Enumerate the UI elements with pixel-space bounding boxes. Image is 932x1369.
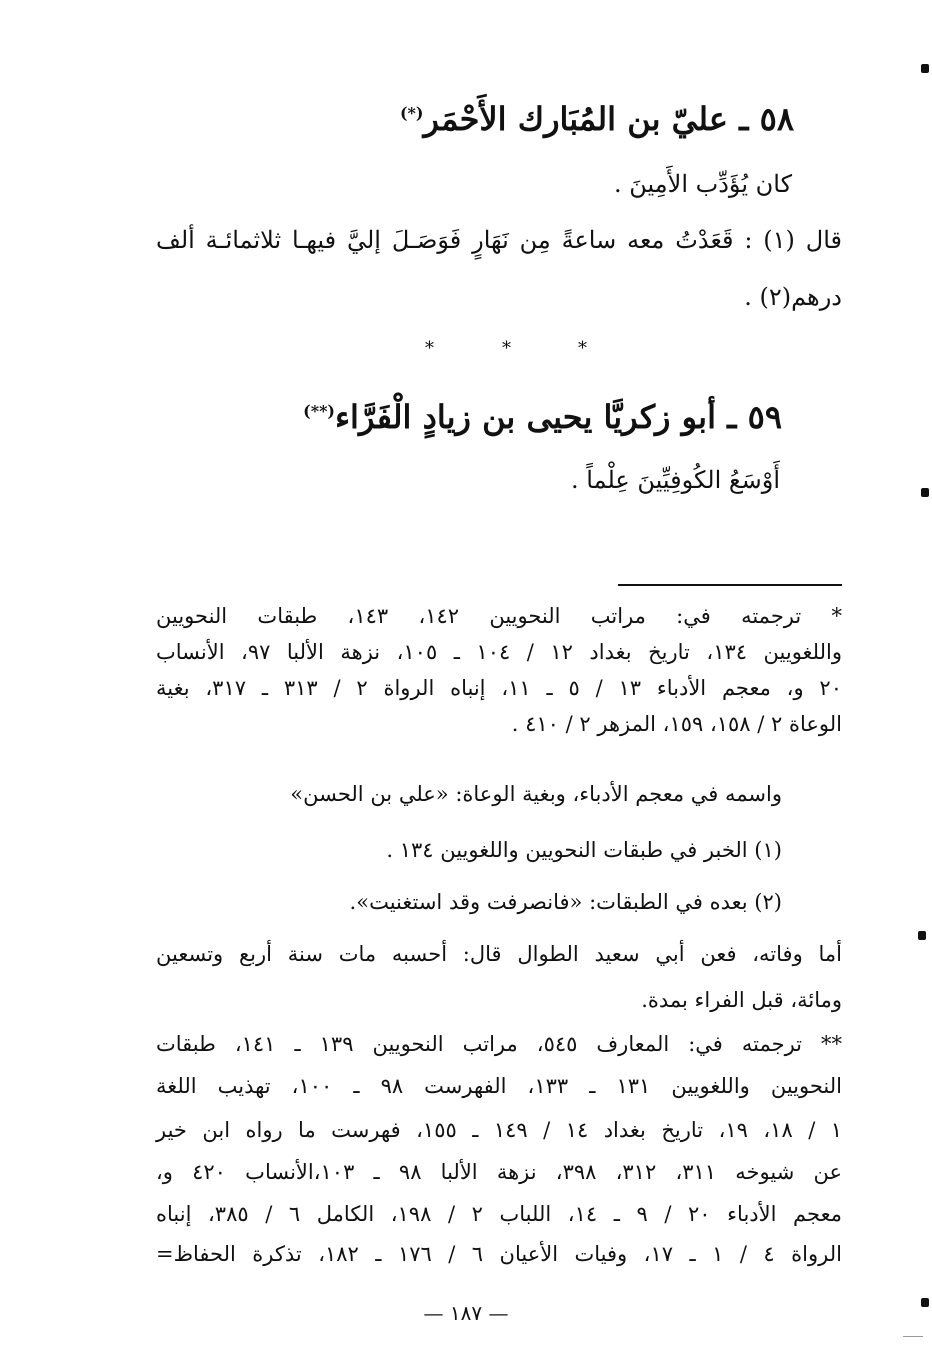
footnote-note-2: (٢) بعده في الطبقات: «فانصرفت وقد استغنيت».	[349, 890, 782, 914]
separator-star-2: *	[502, 338, 511, 359]
separator-star-3: *	[578, 338, 587, 359]
entry-59-title: ٥٩ ـ أبو زكريَّا يحيى بن زيادٍ الْفَرَّاء	[335, 398, 782, 436]
death-note-line-1: أما وفاته، فعن أبي سعيد الطوال قال: أحسبه مات سنة أربع وتسعين	[156, 942, 842, 966]
scan-margin-mark	[918, 931, 926, 940]
footnote-note-1: (١) الخبر في طبقات النحويين واللغويين ١٣٤ .	[386, 838, 782, 862]
separator-star-1: *	[425, 338, 434, 359]
scan-corner-line	[903, 1336, 923, 1337]
scan-margin-mark	[921, 64, 929, 73]
entry-58-note-marker: (*)	[399, 103, 424, 123]
entry-58-line-3: درهم(٢) .	[744, 283, 842, 311]
footnote-2-line-4: عن شيوخه ٣١١، ٣١٢، ٣٩٨، نزهة الألبا ٩٨ ـ ١٠٣،الأنساب ٤٢٠ و،	[156, 1160, 843, 1184]
entry-58-line-1: كان يُؤَدِّب الأَمِينَ .	[614, 170, 792, 198]
scan-margin-mark	[921, 488, 929, 497]
entry-59-line-1: أَوْسَعُ الكُوفِيِّينَ عِلْماً .	[571, 466, 780, 494]
entry-58-line-2: قال (١) : قَعَدْتُ معه ساعةً مِن نَهَارٍ فَوَصَـلَ إليَّ فيهـا ثلاثمائـة ألف	[156, 226, 842, 254]
footnote-1-line-4: الوعاة ٢ / ١٥٨، ١٥٩، المزهر ٢ / ٤١٠ .	[511, 712, 842, 736]
death-note-line-2: ومائة، قبل الفراء بمدة.	[641, 988, 842, 1012]
footnote-1-line-1: * ترجمته في: مراتب النحويين ١٤٢، ١٤٣، طبقات النحويين	[156, 604, 843, 628]
footnote-2-line-3: ١ / ١٨، ١٩، تاريخ بغداد ١٤ / ١٤٩ ـ ١٥٥، فهرست ما رواه ابن خير	[156, 1118, 843, 1142]
page-number: — ١٨٧ —	[423, 1301, 509, 1325]
footnote-2-line-5: معجم الأدباء ٢٠ / ٩ ـ ١٤، اللباب ٢ / ١٩٨، الكامل ٦ / ٣٨٥، إنباه	[156, 1202, 842, 1226]
footnote-2-line-6: الرواة ٤ / ١ ـ ١٧، وفيات الأعيان ٦ / ١٧٦ ـ ١٨٢، تذكرة الحفاظ=	[156, 1242, 842, 1266]
footnote-divider	[618, 584, 842, 586]
footnote-2-line-2: النحويين واللغويين ١٣١ ـ ١٣٣، الفهرست ٩٨ ـ ١٠٠، تهذيب اللغة	[156, 1074, 842, 1098]
footnote-1-line-3: ٢٠ و، معجم الأدباء ١٣ / ٥ ـ ١١، إنباه الرواة ٢ / ٣١٣ ـ ٣١٧، بغية	[156, 676, 842, 700]
footnote-1-line-2: واللغويين ١٣٤، تاريخ بغداد ١٢ / ١٠٤ ـ ١٠٥، نزهة الألبا ٩٧، الأنساب	[156, 640, 843, 664]
footnote-1-name-variant: واسمه في معجم الأدباء، وبغية الوعاة: «علي بن الحسن»	[290, 782, 782, 806]
footnote-2-line-1: ** ترجمته في: المعارف ٥٤٥، مراتب النحويين ١٣٩ ـ ١٤١، طبقات	[156, 1032, 842, 1056]
entry-59-note-marker: (**)	[303, 401, 335, 421]
entry-58-title: ٥٨ ـ عليّ بن المُبَارك الأَحْمَر	[423, 100, 794, 138]
entry-58-heading	[400, 100, 794, 138]
scan-margin-mark	[921, 1298, 929, 1307]
entry-59-heading	[303, 398, 782, 436]
